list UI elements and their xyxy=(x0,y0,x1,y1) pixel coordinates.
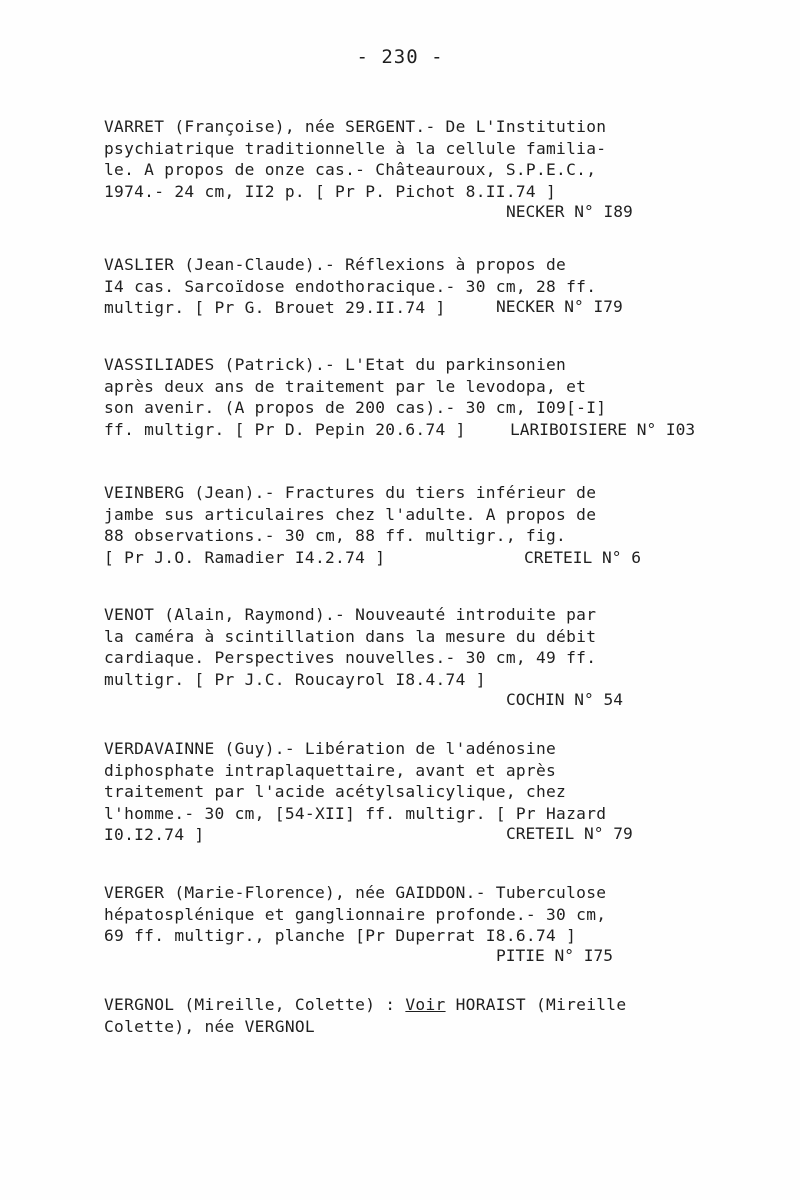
entry-location: COCHIN N° 54 xyxy=(506,690,623,709)
bibliography-entry xyxy=(104,604,684,709)
entry-line: diphosphate intraplaquettaire, avant et après xyxy=(104,760,557,780)
entry-line: VENOT (Alain, Raymond).- Nouveauté introduite par xyxy=(104,605,597,624)
entry-line: VARRET (Françoise), née SERGENT.- De L'Institution xyxy=(104,117,607,136)
bibliography-entry xyxy=(104,254,684,319)
entry-line: après deux ans de traitement par le levodopa, et xyxy=(104,376,587,396)
page-number: - 230 - xyxy=(356,46,444,68)
voir-link[interactable]: Voir xyxy=(405,995,446,1014)
entry-line: VASLIER (Jean-Claude).- Réflexions à propos de xyxy=(104,255,567,274)
entry-location: CRETEIL N° 79 xyxy=(506,824,633,843)
entry-line: psychiatrique traditionnelle à la cellule familia- xyxy=(104,138,607,158)
entry-line: I4 cas. Sarcoïdose endothoracique.- 30 cm, 28 ff. xyxy=(104,276,597,296)
entry-location: PITIE N° I75 xyxy=(496,946,613,965)
crossref-line xyxy=(104,994,684,1016)
bibliography-entry xyxy=(104,116,684,221)
entry-location: NECKER N° I79 xyxy=(496,297,623,316)
entry-location: CRETEIL N° 6 xyxy=(524,548,641,567)
entry-line: 1974.- 24 cm, II2 p. [ Pr P. Pichot 8.II.74 ] xyxy=(104,181,557,201)
crossref-line: Colette), née VERGNOL xyxy=(104,1016,315,1036)
entry-line: VEINBERG (Jean).- Fractures du tiers inférieur de xyxy=(104,483,597,502)
bibliography-entry xyxy=(104,882,684,965)
entry-line: multigr. [ Pr J.C. Roucayrol I8.4.74 ] xyxy=(104,669,486,689)
entry-line: multigr. [ Pr G. Brouet 29.II.74 ] xyxy=(104,298,446,317)
entry-location: LARIBOISIERE N° I03 xyxy=(510,420,696,439)
entry-line: la caméra à scintillation dans la mesure du débit xyxy=(104,626,597,646)
entry-line: VERGER (Marie-Florence), née GAIDDON.- Tuberculose xyxy=(104,883,607,902)
entry-line: le. A propos de onze cas.- Châteauroux, S.P.E.C., xyxy=(104,160,597,179)
entry-line: l'homme.- 30 cm, [54-XII] ff. multigr. [ Pr Hazard xyxy=(104,803,607,823)
entry-line: [ Pr J.O. Ramadier I4.2.74 ] xyxy=(104,547,386,567)
crossref-target: HORAIST (Mireille xyxy=(445,995,627,1014)
entry-line: VASSILIADES (Patrick).- L'Etat du parkinsonien xyxy=(104,355,567,374)
entry-line: hépatosplénique et ganglionnaire profonde.- 30 cm, xyxy=(104,904,607,924)
entry-line: 69 ff. multigr., planche [Pr Duperrat I8.6.74 ] xyxy=(104,926,577,945)
entry-location: NECKER N° I89 xyxy=(506,202,633,221)
entry-line: jambe sus articulaires chez l'adulte. A propos de xyxy=(104,504,597,524)
bibliography-entry xyxy=(104,354,696,440)
entry-line: son avenir. (A propos de 200 cas).- 30 cm, I09[-I] xyxy=(104,398,607,417)
entry-line: ff. multigr. [ Pr D. Pepin 20.6.74 ] xyxy=(104,419,466,439)
entry-line: traitement par l'acide acétylsalicylique, chez xyxy=(104,782,567,801)
bibliography-entry xyxy=(104,738,684,846)
entry-line: 88 observations.- 30 cm, 88 ff. multigr., fig. xyxy=(104,526,567,545)
entry-line: VERDAVAINNE (Guy).- Libération de l'adénosine xyxy=(104,739,557,758)
entry-line: I0.I2.74 ] xyxy=(104,825,205,844)
entry-line: cardiaque. Perspectives nouvelles.- 30 cm, 49 ff. xyxy=(104,648,597,667)
cross-reference-entry xyxy=(104,994,684,1037)
bibliography-entry xyxy=(104,482,684,568)
crossref-name: VERGNOL (Mireille, Colette) : xyxy=(104,995,406,1014)
